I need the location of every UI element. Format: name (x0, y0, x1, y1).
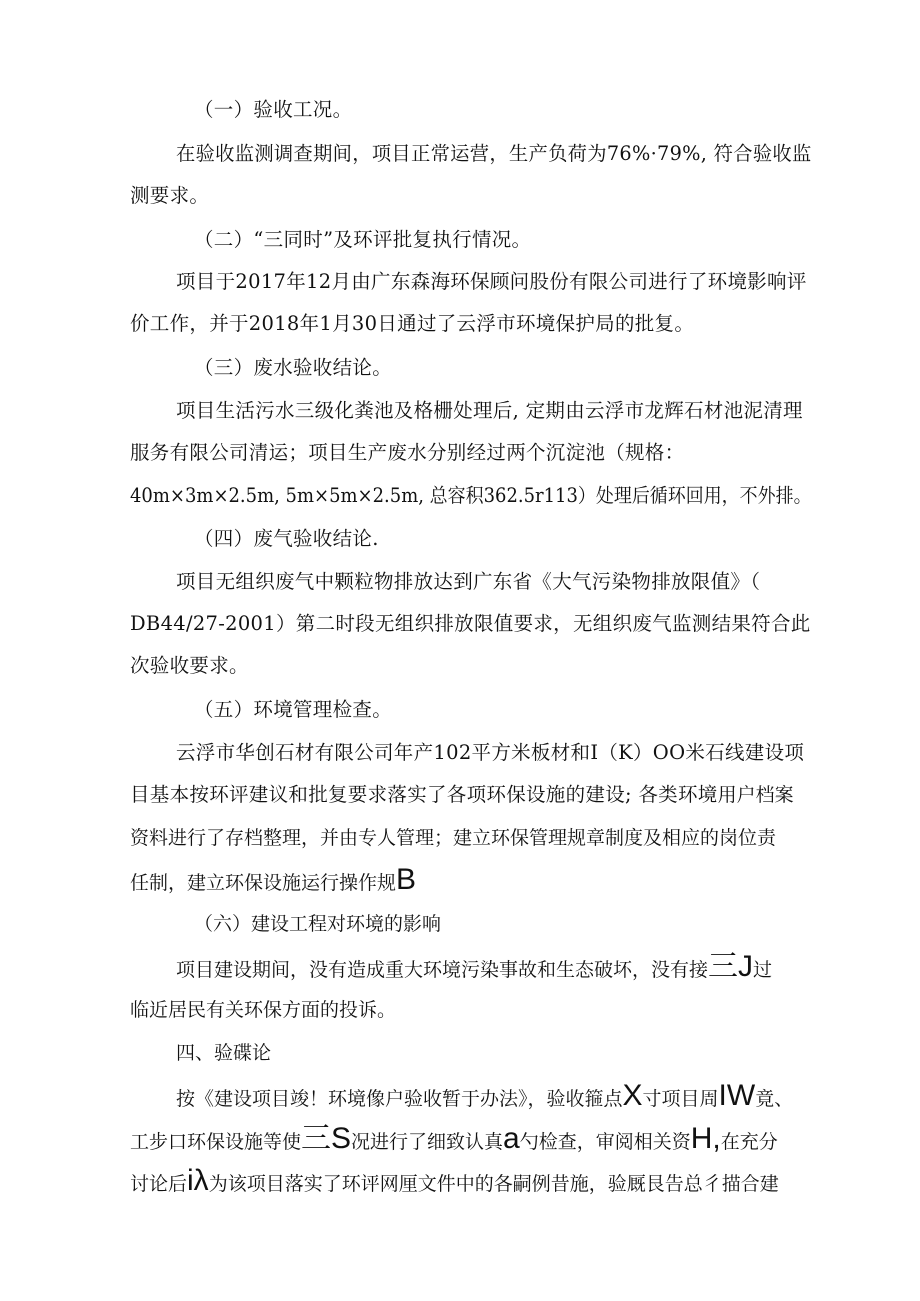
conclusion-heading: 四、验碟论 (176, 1042, 272, 1064)
section-1-heading: （一）验收工况。 (194, 98, 353, 121)
conclusion-text-line-3 (130, 1164, 779, 1197)
conclusion-text-line-2 (130, 1122, 778, 1155)
section-6-glyph: 三J (708, 950, 754, 983)
section-4-heading: （四）废气验收结论. (194, 527, 379, 550)
section-5-text-line-2 (130, 782, 794, 808)
conclusion-l1-g1: X (622, 1079, 643, 1112)
conclusion-l2-g3: H, (690, 1122, 721, 1155)
section-6-text-line-1 (176, 950, 773, 983)
section-5-text-line-2-serif: 目基本按环评建议和批复要求落实了各项环保设施的建设; 各类环境 (130, 783, 718, 806)
section-6-text-line-1-tail: 过 (753, 959, 773, 981)
section-3-heading: （三）废水验收结论。 (194, 356, 393, 379)
section-5-text-line-2-sans: 用户档案 (717, 784, 794, 806)
conclusion-l1-g2: IW (718, 1079, 756, 1112)
conclusion-l1-t1: 按《建设项目竣！环境像户验收暂于办法》，验收箍点 (176, 1088, 623, 1110)
section-5-text-line-3: 资料进行了存档整理，并由专人管理；建立环保管理规章制度及相应的岗位责 (130, 827, 777, 849)
section-5-glyph-b: B (396, 863, 417, 896)
section-4-text-line-1: 项目无组织废气中颗粒物排放达到广东省《大气污染物排放限值》（ (176, 570, 761, 593)
section-3-text-line-2: 服务有限公司清运；项目生产废水分别经过两个沉淀池（规格： (130, 441, 685, 464)
section-1-text-line-1: 在验收监测调查期间，项目正常运营，生产负荷为76%·79%, 符合验收监 (176, 142, 812, 165)
section-6-text-line-2: 临近居民有关环保方面的投诉。 (130, 999, 397, 1021)
section-3-text-line-1: 项目生活污水三级化粪池及格栅处理后, 定期由云浮市龙辉石材池泥清理 (176, 399, 803, 422)
section-5-heading: （五）环境管理检查。 (194, 698, 393, 721)
conclusion-l3-t2: 为该项目落实了环评网厘文件中的各嗣例昔施，验厩艮告总彳描合建 (208, 1173, 779, 1195)
section-2-text-line-2: 价工作，并于2018年1月30日通过了云浮市环境保护局的批复。 (130, 312, 695, 335)
conclusion-l2-t3: 勺检查，审阅相关资 (519, 1131, 691, 1153)
section-1-text-line-2: 测要求。 (130, 184, 210, 207)
section-5-text-line-4-text: 任制，建立环保设施运行操作规 (130, 872, 397, 894)
section-5-text-line-4 (130, 863, 417, 896)
conclusion-l2-g2: a (503, 1122, 520, 1155)
section-2-text-line-1: 项目于2017年12月由广东森海环保顾问股份有限公司进行了环境影响评 (176, 270, 807, 293)
conclusion-l1-t2: 寸项目周 (642, 1088, 719, 1110)
conclusion-l3-t1: 讨论后 (130, 1173, 188, 1195)
section-6-text-line-1-text: 项目建设期间，没有造成重大环境污染事故和生态破坏，没有接 (176, 959, 709, 981)
section-3-text-line-3: 40m×3m×2.5m, 5m×5m×2.5m, 总容积362.5r113）处理后循环回用，不外排。 (130, 484, 812, 507)
section-6-heading: （六）建设工程对环境的影响 (194, 913, 442, 935)
conclusion-l1-t3: 竟、 (755, 1088, 794, 1110)
section-2-heading: （二）“三同时”及环评批复执行情况。 (194, 228, 532, 251)
conclusion-l2-t1: 工步口环保设施等使 (130, 1131, 302, 1153)
section-4-text-line-2: DB44/27-2001）第二时段无组织排放限值要求，无组织废气监测结果符合此 (130, 612, 811, 635)
section-5-text-line-1: 云浮市华创石材有限公司年产102平方米板材和I（K）OO米石线建设项 (176, 741, 805, 764)
conclusion-l2-t2: 况进行了细致认真 (351, 1131, 504, 1153)
conclusion-l3-g1: iλ (187, 1164, 209, 1197)
conclusion-text-line-1 (176, 1079, 794, 1112)
conclusion-l2-t4: 在充分 (720, 1131, 778, 1153)
section-4-text-line-3: 次验收要求。 (130, 654, 249, 677)
conclusion-l2-g1: 三S (301, 1122, 352, 1155)
